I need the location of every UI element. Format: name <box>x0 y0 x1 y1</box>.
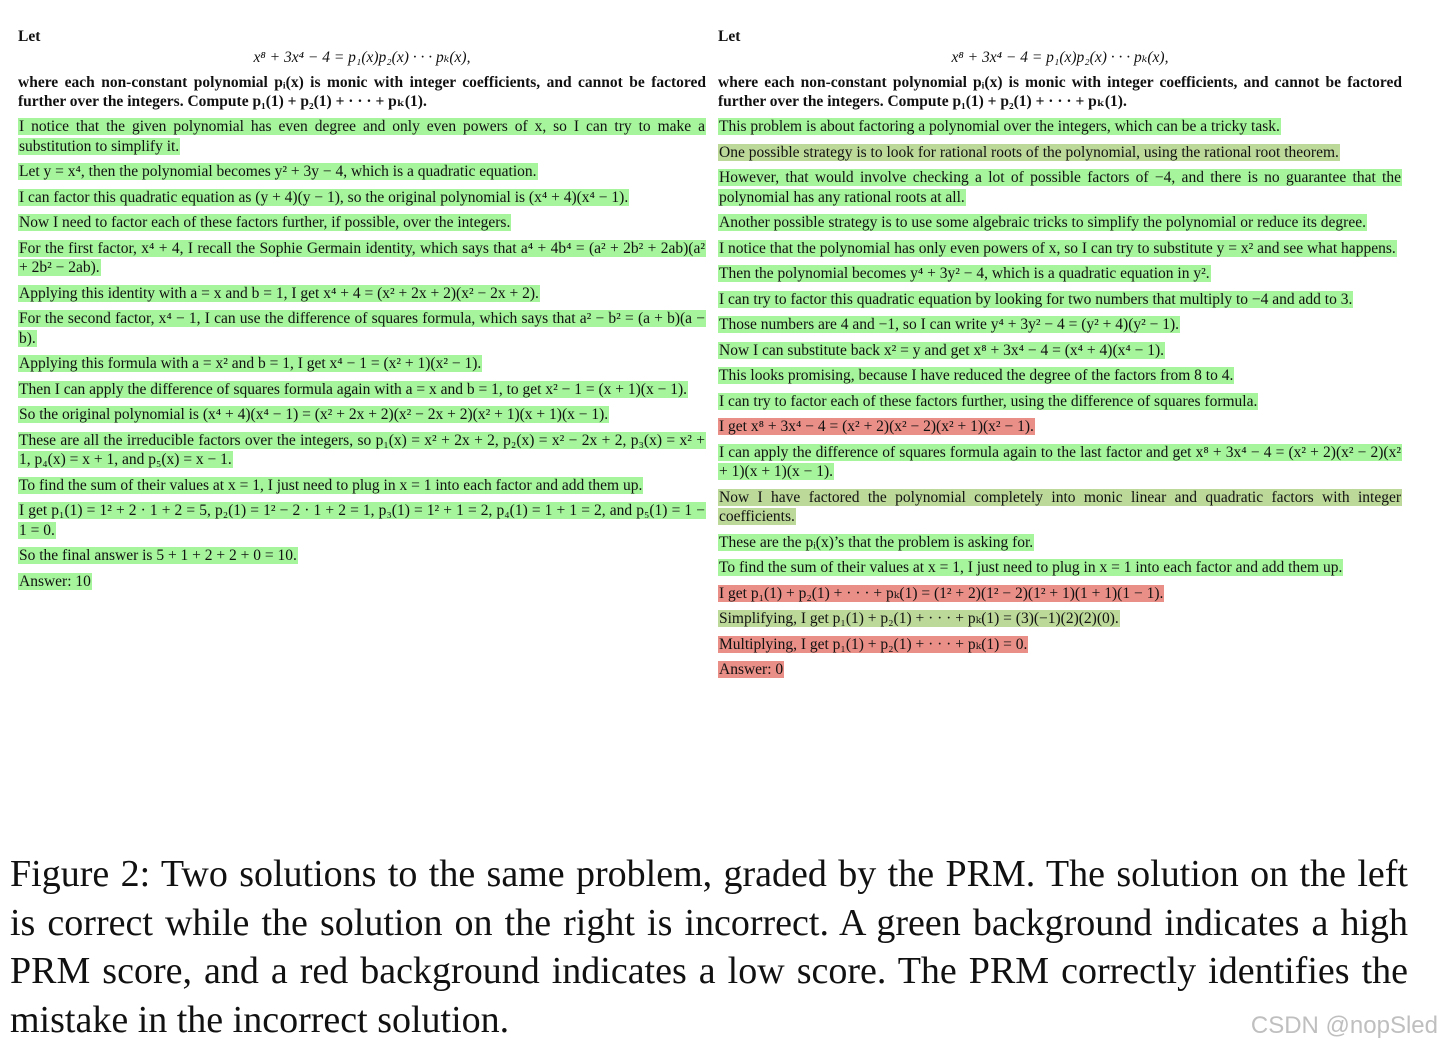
step-text: I can factor this quadratic equation as (y + 4)(y − 1), so the original polynomial is (x⁴ + 4)(x⁴ − 1). <box>19 188 629 206</box>
solution-step <box>18 162 706 182</box>
step-text: I can try to factor this quadratic equation by looking for two numbers that multiply to −4 and add to 3. <box>719 290 1353 308</box>
step-text: Let y = x⁴, then the polynomial becomes y² + 3y − 4, which is a quadratic equation. <box>19 163 537 180</box>
solution-step <box>718 143 1402 163</box>
figure-caption: Figure 2: Two solutions to the same problem, graded by the PRM. The solution on the left is correct while the solution on the right is incorrect. A green background indicates a high PRM score, and a red background indicates a low score. The PRM correctly identifies the mistake in the incorrect solution. <box>10 853 1408 1041</box>
step-text: These are the pᵢ(x)’s that the problem is asking for. <box>719 533 1034 551</box>
solution-step <box>18 546 706 566</box>
solution-step <box>718 392 1402 412</box>
solution-step <box>718 239 1402 259</box>
step-text: For the first factor, x⁴ + 4, I recall the Sophie Germain identity, which says that a⁴ + 4b⁴ = (a² + 2b² + 2ab)(a² + 2b² − 2ab). <box>19 239 705 276</box>
step-text: Answer: 0 <box>719 661 784 678</box>
step-text: Multiplying, I get p₁(1) + p₂(1) + · · · + pₖ(1) = 0. <box>719 635 1028 653</box>
problem-equation: x⁸ + 3x⁴ − 4 = p₁(x)p₂(x) · · · pₖ(x), <box>951 49 1169 66</box>
left-solution <box>18 28 706 597</box>
solution-step <box>18 572 706 592</box>
step-text: So the original polynomial is (x⁴ + 4)(x⁴ − 1) = (x² + 2x + 2)(x² − 2x + 2)(x² + 1)(x + 1)(x − 1). <box>19 406 609 423</box>
solution-step <box>718 635 1402 655</box>
step-text: Another possible strategy is to use some algebraic tricks to simplify the polynomial or reduce its degree. <box>719 214 1366 231</box>
solution-step <box>718 660 1402 680</box>
solution-step <box>718 584 1402 604</box>
step-text: I can apply the difference of squares formula again to the last factor and get x⁸ + 3x⁴ − 4 = (x² + 2)(x² − 2)(x² + 1)(x + 1)(x − 1). <box>719 443 1401 480</box>
step-text: To find the sum of their values at x = 1, I just need to plug in x = 1 into each factor and add them up. <box>719 559 1343 576</box>
step-text: So the final answer is 5 + 1 + 2 + 2 + 0 = 10. <box>19 547 297 564</box>
step-text: However, that would involve checking a lot of possible factors of −4, and there is no guarantee that the polynomial has any rational roots at all. <box>719 169 1401 206</box>
step-text: For the second factor, x⁴ − 1, I can use the difference of squares formula, which says that a² − b² = (a + b)(a − b). <box>19 310 705 347</box>
solution-step <box>718 488 1402 527</box>
problem-let: Let <box>718 28 741 45</box>
step-text: I can try to factor each of these factors further, using the difference of squares formula. <box>719 392 1258 410</box>
solution-step <box>718 366 1402 386</box>
step-text: Now I need to factor each of these factors further, if possible, over the integers. <box>19 214 511 231</box>
problem-statement: where each non-constant polynomial pᵢ(x) is monic with integer coefficients, and cannot be factored further over the integers. Compute p₁(1) + p₂(1) + · · · + pₖ(1). <box>18 74 706 110</box>
solution-step <box>718 533 1402 553</box>
step-text: These are all the irreducible factors over the integers, so p₁(x) = x² + 2x + 2, p₂(x) = x² − 2x + 2, p₃(x) = x² + 1, p₄(x) = x + 1, and p₅(x) = x − 1. <box>19 431 705 468</box>
solution-step <box>18 380 706 400</box>
step-text: This problem is about factoring a polynomial over the integers, which can be a tricky task. <box>719 118 1280 135</box>
step-text: Now I have factored the polynomial completely into monic linear and quadratic factors with integer coefficients. <box>719 488 1401 525</box>
solution-step <box>718 341 1402 361</box>
solution-step <box>18 309 706 348</box>
problem-statement: where each non-constant polynomial pᵢ(x) is monic with integer coefficients, and cannot be factored further over the integers. Compute p₁(1) + p₂(1) + · · · + pₖ(1). <box>718 74 1402 110</box>
solution-step <box>18 501 706 540</box>
watermark: CSDN @nopSled <box>1250 1012 1438 1039</box>
solution-step <box>18 431 706 470</box>
solution-step <box>718 315 1402 335</box>
step-text: Now I can substitute back x² = y and get x⁸ + 3x⁴ − 4 = (x⁴ + 4)(x⁴ − 1). <box>719 341 1165 359</box>
step-text: Answer: 10 <box>19 572 91 590</box>
step-text: I notice that the given polynomial has even degree and only even powers of x, so I can try to make a substitution to simplify it. <box>19 118 705 155</box>
solution-step <box>718 264 1402 284</box>
solution-step <box>18 188 706 208</box>
solution-step <box>718 609 1402 629</box>
step-text: I notice that the polynomial has only even powers of x, so I can try to substitute y = x² and see what happens. <box>719 239 1396 257</box>
solution-step <box>718 117 1402 137</box>
step-text: Applying this identity with a = x and b = 1, I get x⁴ + 4 = (x² + 2x + 2)(x² − 2x + 2). <box>19 284 539 302</box>
solution-steps <box>718 117 1402 680</box>
step-text: Then I can apply the difference of squares formula again with a = x and b = 1, to get x² − 1 = (x + 1)(x − 1). <box>19 380 687 398</box>
step-text: I get x⁸ + 3x⁴ − 4 = (x² + 2)(x² − 2)(x² + 1)(x² − 1). <box>719 418 1034 435</box>
step-text: I get p₁(1) = 1² + 2 · 1 + 2 = 5, p₂(1) = 1² − 2 · 1 + 2 = 1, p₃(1) = 1² + 1 = 2, p₄(1) = 1 + 1 = 2, and p₅(1) = 1 − 1 = 0. <box>19 502 705 539</box>
solution-step <box>718 290 1402 310</box>
right-solution <box>718 28 1402 686</box>
solution-step <box>18 117 706 156</box>
solution-step <box>718 213 1402 233</box>
solution-step <box>718 168 1402 207</box>
step-text: Then the polynomial becomes y⁴ + 3y² − 4, which is a quadratic equation in y². <box>719 265 1210 282</box>
solution-step <box>18 354 706 374</box>
solution-step <box>18 239 706 278</box>
solution-step <box>718 443 1402 482</box>
solution-step <box>18 213 706 233</box>
step-text: Simplifying, I get p₁(1) + p₂(1) + · · · + pₖ(1) = (3)(−1)(2)(2)(0). <box>719 610 1119 627</box>
solution-step <box>18 284 706 304</box>
step-text: Applying this formula with a = x² and b = 1, I get x⁴ − 1 = (x² + 1)(x² − 1). <box>19 355 482 372</box>
step-text: To find the sum of their values at x = 1, I just need to plug in x = 1 into each factor and add them up. <box>19 476 643 494</box>
solution-step <box>718 417 1402 437</box>
solution-steps <box>18 117 706 591</box>
step-text: I get p₁(1) + p₂(1) + · · · + pₖ(1) = (1² + 2)(1² − 2)(1² + 1)(1 + 1)(1 − 1). <box>719 584 1164 602</box>
solution-step <box>18 476 706 496</box>
problem-let: Let <box>18 28 41 45</box>
problem-equation: x⁸ + 3x⁴ − 4 = p₁(x)p₂(x) · · · pₖ(x), <box>253 49 471 66</box>
step-text: Those numbers are 4 and −1, so I can write y⁴ + 3y² − 4 = (y² + 4)(y² − 1). <box>719 316 1180 333</box>
step-text: One possible strategy is to look for rational roots of the polynomial, using the rational root theorem. <box>719 143 1339 161</box>
step-text: This looks promising, because I have reduced the degree of the factors from 8 to 4. <box>719 367 1234 384</box>
solution-step <box>718 558 1402 578</box>
solution-step <box>18 405 706 425</box>
